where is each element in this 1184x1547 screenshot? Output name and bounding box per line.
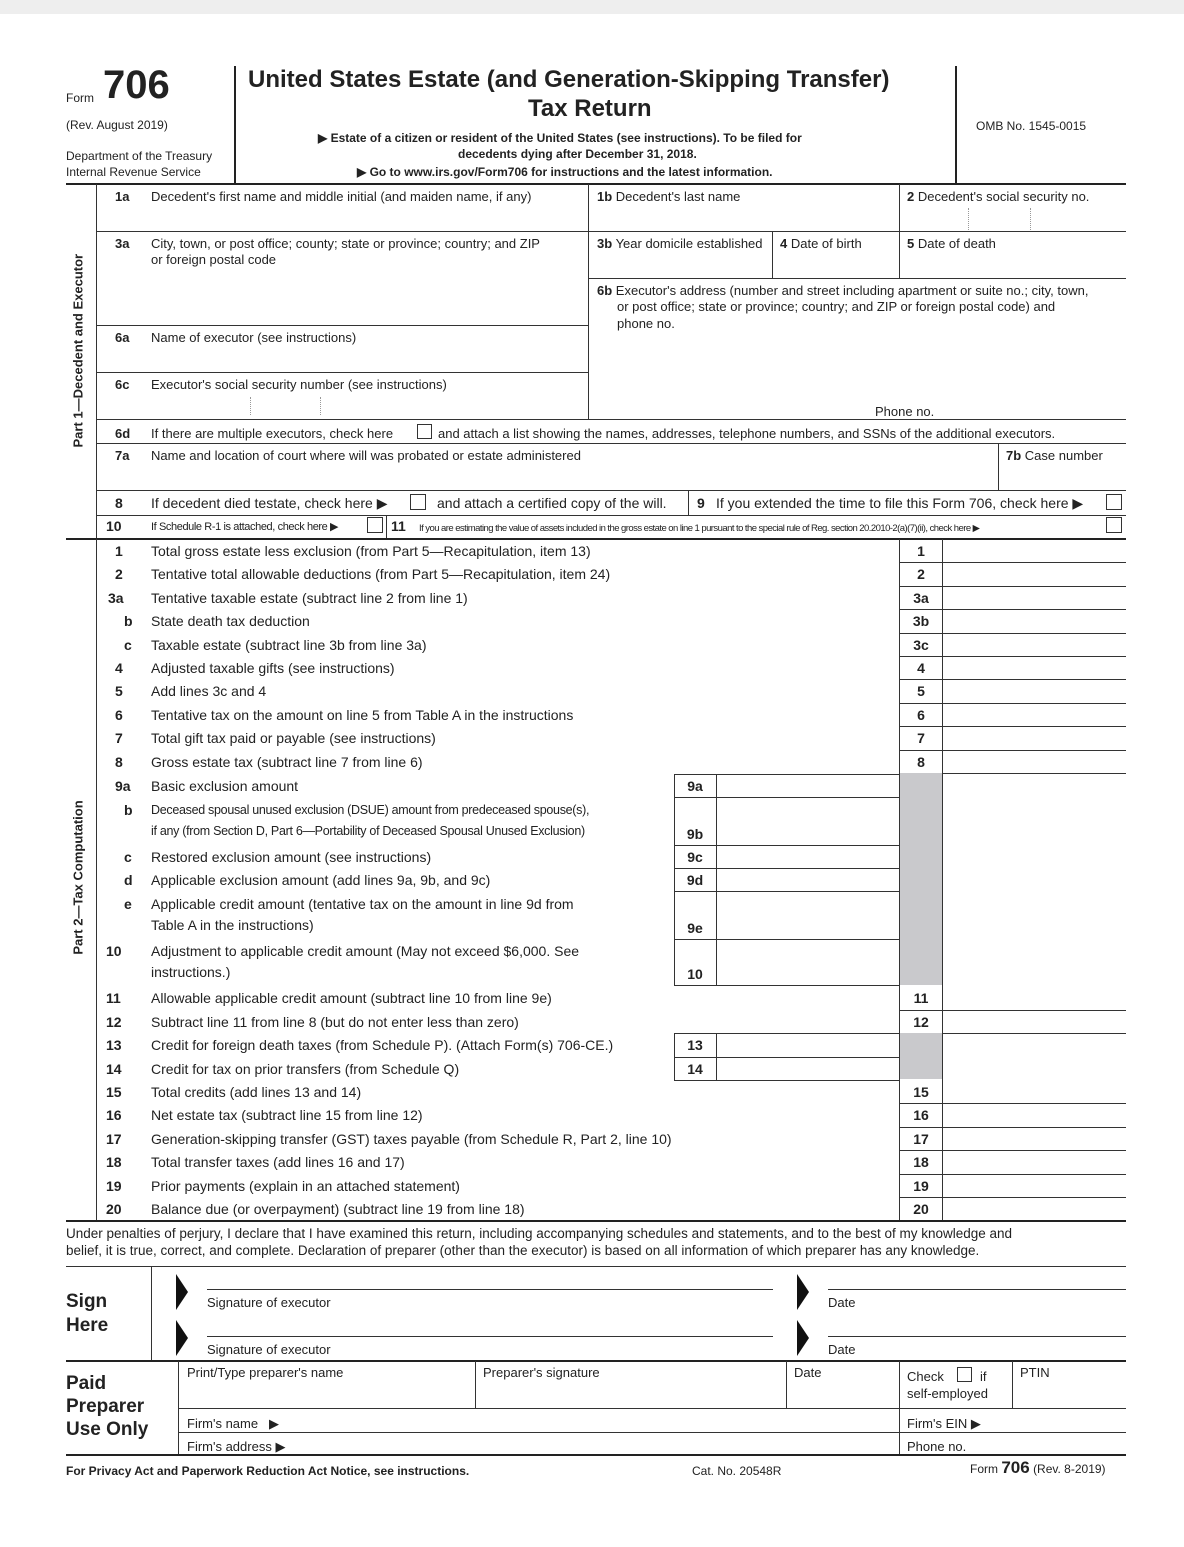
- date-line: [828, 1289, 1126, 1290]
- preparer-phone-input[interactable]: [975, 1435, 1122, 1453]
- line-20-amount-input[interactable]: [944, 1199, 1124, 1219]
- line-box-number: 9a: [687, 778, 703, 794]
- preparer-title-3: Use Only: [66, 1419, 149, 1440]
- field-7a-label: Name and location of court where will was probated or estate administered: [151, 448, 581, 463]
- field-6c-number: 6c: [115, 377, 130, 392]
- field-6b-label: 6b Executor's address (number and street including apartment or suite no.; city, town,: [597, 283, 1089, 298]
- box-col-right: [942, 539, 943, 1220]
- section-divider: [66, 1454, 1126, 1456]
- line-label: Total transfer taxes (add lines 16 and 17): [151, 1154, 405, 1171]
- rule: [900, 609, 1126, 610]
- line-label: Adjustment to applicable credit amount (May not exceed $6,000. See: [151, 943, 580, 959]
- line-number: 10: [106, 943, 122, 959]
- field-1b-label: 1b Decedent's last name: [597, 189, 741, 204]
- rule: [674, 845, 899, 846]
- ssn-separator: [320, 397, 321, 415]
- field-4-label: 4 Date of birth: [780, 236, 862, 251]
- line-box-number: 9e: [687, 920, 703, 936]
- signature-line: [207, 1289, 773, 1290]
- decedent-last-name-input[interactable]: [597, 205, 895, 231]
- omb-number: OMB No. 1545-0015: [976, 119, 1087, 133]
- field-3b-label: 3b Year domicile established: [597, 236, 763, 251]
- line-label: Tentative taxable estate (subtract line 2 from line 1): [151, 589, 468, 606]
- self-employed-if-label: if: [980, 1369, 987, 1384]
- field-11-label: If you are estimating the value of assets included in the gross estate on line 1 pursuant to the special rule of Reg. section 20.2010-2(a)(7)(ii), check here ▶: [419, 523, 980, 534]
- rule: [900, 586, 1126, 587]
- line-box-number: 11: [913, 990, 929, 1006]
- line-box-number: 4: [917, 660, 925, 676]
- sign-here-title-2: Here: [66, 1315, 109, 1336]
- line-box-number: 18: [913, 1154, 929, 1171]
- rule: [900, 656, 1126, 657]
- line-19-amount-input[interactable]: [944, 1176, 1124, 1196]
- field-5-label: 5 Date of death: [907, 236, 996, 251]
- inner-box-left: [674, 774, 675, 985]
- preparer-date-input[interactable]: [794, 1382, 894, 1406]
- rule: [674, 1033, 899, 1034]
- signature-line: [207, 1336, 773, 1337]
- multiple-executors-checkbox[interactable]: [417, 424, 432, 439]
- line-number: 14: [106, 1060, 122, 1077]
- line-box-number: 3b: [912, 613, 930, 630]
- date-of-birth-input[interactable]: [780, 252, 895, 277]
- sign-arrow-icon: [176, 1320, 188, 1356]
- line-label: Net estate tax (subtract line 15 from line 12): [151, 1107, 423, 1124]
- header-bottom-rule: [66, 183, 1126, 185]
- rule: [96, 515, 1126, 516]
- divider: [998, 443, 999, 490]
- rule: [900, 1150, 1126, 1151]
- rule: [674, 939, 899, 940]
- line-number: 16: [106, 1107, 122, 1124]
- line-label: Adjusted taxable gifts (see instructions): [151, 660, 395, 676]
- field-6a-number: 6a: [115, 330, 130, 345]
- perjury-statement-2: belief, it is true, correct, and complete. Declaration of preparer (other than the executor) is based on all information of which preparer has any knowledge.: [66, 1243, 980, 1258]
- perjury-statement: Under penalties of perjury, I declare that I have examined this return, including accompanying schedules and statements, and to the best of my knowledge and: [66, 1226, 1013, 1241]
- divider: [786, 1361, 787, 1408]
- ssn-separator: [250, 397, 251, 415]
- preparer-title: Paid: [66, 1373, 107, 1394]
- rule: [178, 1408, 1126, 1409]
- form-number: 706: [103, 63, 170, 107]
- top-bar: [0, 0, 1184, 14]
- executor-signature-label-2: Signature of executor: [207, 1342, 331, 1357]
- line-9a-amount-input[interactable]: [718, 776, 897, 795]
- rule: [900, 726, 1126, 727]
- line-label: Gross estate tax (subtract line 7 from line 6): [151, 753, 423, 770]
- line-box-number: 6: [917, 706, 925, 723]
- line-label: Credit for tax on prior transfers (from Schedule Q): [151, 1060, 460, 1077]
- rule: [900, 1127, 1126, 1128]
- sign-here-title: Sign: [66, 1291, 108, 1312]
- line-number: b: [124, 802, 133, 818]
- line-label: Generation-skipping transfer (GST) taxes payable (from Schedule R, Part 2, line 10): [151, 1130, 672, 1147]
- line-label: Prior payments (explain in an attached statement): [151, 1177, 460, 1194]
- court-name-input[interactable]: [151, 464, 996, 488]
- line-box-number: 9c: [687, 849, 703, 865]
- special-rule-checkbox[interactable]: [1106, 517, 1122, 533]
- field-2-label: 2 Decedent's social security no.: [907, 189, 1090, 204]
- line-number: 20: [106, 1201, 122, 1217]
- decedent-ssn-input[interactable]: [907, 205, 1122, 231]
- rule: [900, 1197, 1126, 1198]
- line-14-amount-input[interactable]: [718, 1059, 897, 1079]
- line-label: Total gross estate less exclusion (from Part 5—Recapitulation, item 13): [151, 543, 591, 559]
- field-6b-label-3: phone no.: [617, 316, 675, 331]
- line-label-2: instructions.): [151, 964, 231, 980]
- footer-form-id: Form 706 (Rev. 8-2019): [970, 1458, 1106, 1477]
- preparer-signature-input[interactable]: [483, 1382, 781, 1406]
- line-number: 17: [106, 1130, 122, 1147]
- line-box-number: 3a: [913, 589, 929, 606]
- rule: [900, 750, 1126, 751]
- line-box-number: 20: [913, 1201, 929, 1217]
- date-line: [828, 1336, 1126, 1337]
- line-number: 15: [106, 1084, 122, 1100]
- preparer-title-2: Preparer: [66, 1396, 145, 1417]
- rule: [900, 562, 1126, 563]
- executor-phone-label: Phone no.: [875, 404, 935, 419]
- line-label: Tentative total allowable deductions (from Part 5—Recapitulation, item 24): [151, 566, 611, 583]
- line-number: b: [124, 613, 133, 630]
- line-label: State death tax deduction: [151, 613, 310, 630]
- line-4-amount-input[interactable]: [944, 658, 1124, 677]
- executor-address-input[interactable]: [597, 334, 1122, 402]
- line-3c-amount-input[interactable]: [944, 635, 1124, 654]
- line-label: Total credits (add lines 13 and 14): [151, 1084, 362, 1100]
- rule: [96, 325, 588, 326]
- line-number: 13: [106, 1037, 122, 1053]
- executor-signature-label: Signature of executor: [207, 1295, 331, 1310]
- line-number: 2: [115, 566, 123, 583]
- decedent-first-name-input[interactable]: [151, 205, 581, 231]
- field-6b-label-2: or post office; state or province; country; and ZIP or foreign postal code) and: [617, 299, 1056, 314]
- rule: [588, 278, 1126, 279]
- field-1a-label: Decedent's first name and middle initial (and maiden name, if any): [151, 189, 532, 204]
- part2-left-border: [96, 539, 97, 1220]
- shaded-area-2: [900, 1033, 942, 1079]
- line-number: c: [124, 849, 132, 865]
- rule: [96, 443, 1126, 444]
- line-number: c: [124, 636, 132, 653]
- line-number: 12: [106, 1013, 122, 1030]
- header-divider-right: [955, 66, 957, 183]
- line-2-amount-input[interactable]: [944, 564, 1124, 583]
- part-divider: [66, 538, 1126, 540]
- line-10-amount-input[interactable]: [718, 941, 897, 983]
- field-8-number: 8: [115, 495, 123, 511]
- rule: [900, 703, 1126, 704]
- line-number: 7: [115, 730, 123, 747]
- divider: [386, 515, 387, 538]
- rule: [96, 372, 588, 373]
- field-10-label: If Schedule R-1 is attached, check here ▶: [151, 521, 339, 533]
- part1-left-border: [96, 184, 97, 538]
- line-6-amount-input[interactable]: [944, 705, 1124, 724]
- privacy-notice: For Privacy Act and Paperwork Reduction Act Notice, see instructions.: [66, 1464, 470, 1478]
- line-label: Allowable applicable credit amount (subtract line 10 from line 9e): [151, 990, 552, 1006]
- line-15-amount-input[interactable]: [944, 1082, 1124, 1102]
- line-box-number: 9b: [686, 826, 704, 842]
- ptin-input[interactable]: [1020, 1382, 1122, 1406]
- line-box-number: 2: [917, 566, 925, 583]
- line-box-number: 10: [687, 966, 703, 982]
- line-16-amount-input[interactable]: [944, 1105, 1124, 1125]
- line-label: Credit for foreign death taxes (from Schedule P). (Attach Form(s) 706-CE.): [151, 1037, 614, 1053]
- rule: [674, 797, 899, 798]
- schedule-r1-checkbox[interactable]: [367, 517, 383, 533]
- line-number: 3a: [108, 589, 124, 606]
- line-label: Basic exclusion amount: [151, 778, 299, 794]
- executor-signature-input[interactable]: [207, 1268, 773, 1288]
- line-12-amount-input[interactable]: [944, 1012, 1124, 1032]
- irs-name: Internal Revenue Service: [66, 165, 201, 179]
- self-employed-label: self-employed: [907, 1386, 988, 1401]
- instruction-line-1: ▶ Estate of a citizen or resident of the United States (see instructions). To be filed for: [318, 131, 802, 145]
- line-1-amount-input[interactable]: [944, 541, 1124, 560]
- line-9b-amount-input[interactable]: [718, 800, 897, 843]
- field-3a-number: 3a: [115, 236, 130, 251]
- self-employed-checkbox[interactable]: [957, 1367, 972, 1382]
- rule: [178, 1432, 1126, 1433]
- field-9-number: 9: [697, 495, 705, 511]
- line-label-2: Table A in the instructions): [151, 917, 314, 933]
- field-7a-number: 7a: [115, 448, 130, 463]
- revision-date: (Rev. August 2019): [66, 118, 168, 132]
- part2-label: Part 2—Tax Computation: [70, 800, 86, 955]
- line-label: Restored exclusion amount (see instructions): [151, 849, 432, 865]
- divider: [1012, 1361, 1013, 1408]
- line-number: e: [124, 896, 132, 912]
- firm-address-label: Firm's address ▶: [187, 1439, 286, 1454]
- firm-ein-label: Firm's EIN ▶: [907, 1416, 981, 1431]
- line-box-number: 1: [917, 543, 925, 559]
- date-arrow-icon: [797, 1274, 809, 1310]
- rule: [96, 231, 1126, 232]
- field-9-label: If you extended the time to file this Form 706, check here ▶: [716, 495, 1084, 511]
- rule: [674, 868, 899, 869]
- rule: [674, 774, 899, 775]
- preparer-name-label: Print/Type preparer's name: [187, 1365, 344, 1380]
- line-3a-amount-input[interactable]: [944, 588, 1124, 607]
- field-6d-label: If there are multiple executors, check here: [151, 426, 394, 441]
- line-box-number: 12: [913, 1013, 929, 1030]
- instruction-line-1b: decedents dying after December 31, 2018.: [458, 147, 697, 161]
- line-box-number: 9d: [686, 872, 704, 888]
- field-6d-number: 6d: [115, 426, 131, 441]
- rule: [900, 633, 1126, 634]
- form-title: United States Estate (and Generation-Skipping Transfer): [248, 66, 890, 93]
- sign-arrow-icon: [176, 1274, 188, 1310]
- preparer-name-input[interactable]: [187, 1382, 469, 1406]
- catalog-number: Cat. No. 20548R: [692, 1464, 782, 1478]
- rule: [674, 1057, 899, 1058]
- line-label: Total gift tax paid or payable (see instructions): [151, 730, 436, 747]
- ptin-label: PTIN: [1020, 1365, 1050, 1380]
- line-box-number: 15: [913, 1084, 929, 1100]
- line-number: d: [124, 872, 133, 888]
- line-number: 9a: [115, 778, 131, 794]
- line-number: 6: [115, 706, 123, 723]
- field-3a-label: City, town, or post office; county; state or province; country; and ZIP: [151, 236, 540, 251]
- line-number: 8: [115, 753, 123, 770]
- rule: [900, 1174, 1126, 1175]
- extension-checkbox[interactable]: [1106, 494, 1122, 510]
- field-6d-label-2: and attach a list showing the names, addresses, telephone numbers, and SSNs of the additional executors.: [438, 426, 1056, 441]
- line-13-amount-input[interactable]: [718, 1035, 897, 1055]
- line-number: 4: [115, 660, 123, 676]
- line-box-number: 7: [917, 730, 925, 747]
- line-5-amount-input[interactable]: [944, 681, 1124, 700]
- header-divider-left: [234, 66, 236, 183]
- line-label: Balance due (or overpayment) (subtract line 19 from line 18): [151, 1201, 525, 1217]
- rule: [96, 490, 1126, 491]
- line-box-number: 3c: [913, 636, 929, 653]
- field-6a-label: Name of executor (see instructions): [151, 330, 357, 345]
- department: Department of the Treasury: [66, 149, 213, 163]
- line-18-amount-input[interactable]: [944, 1152, 1124, 1172]
- executor-date-input-2[interactable]: [828, 1314, 1124, 1335]
- preparer-phone-label: Phone no.: [907, 1439, 967, 1454]
- part1-label: Part 1—Decedent and Executor: [70, 253, 86, 448]
- line-number: 19: [106, 1177, 122, 1194]
- date-arrow-icon: [797, 1320, 809, 1356]
- firm-address-input[interactable]: [300, 1435, 894, 1453]
- rule: [900, 679, 1126, 680]
- executor-phone-input[interactable]: [945, 400, 1123, 418]
- line-number: 18: [106, 1154, 122, 1171]
- part-divider: [66, 1220, 1126, 1222]
- case-number-input[interactable]: [1006, 464, 1122, 488]
- field-8-label: If decedent died testate, check here ▶: [151, 495, 388, 511]
- field-10-number: 10: [106, 518, 122, 534]
- rule: [674, 1080, 899, 1081]
- field-8-label-2: and attach a certified copy of the will.: [437, 495, 667, 511]
- line-label: Taxable estate (subtract line 3b from line 3a): [151, 636, 427, 653]
- form-word: Form: [66, 91, 94, 105]
- part1-col-divider: [588, 184, 589, 419]
- field-11-number: 11: [391, 518, 406, 534]
- rule: [674, 891, 899, 892]
- line-number: 11: [106, 990, 121, 1006]
- preparer-signature-label: Preparer's signature: [483, 1365, 600, 1380]
- date-of-death-input[interactable]: [907, 252, 1122, 277]
- inner-box-right: [716, 774, 717, 985]
- firm-ein-input[interactable]: [990, 1411, 1122, 1431]
- line-17-amount-input[interactable]: [944, 1129, 1124, 1149]
- executor-date-label: Date: [828, 1295, 856, 1310]
- field-7b-label: 7b Case number: [1006, 448, 1103, 463]
- rule: [900, 1010, 1126, 1011]
- rule: [674, 985, 899, 986]
- line-box-number: 13: [687, 1037, 703, 1053]
- line-9d-amount-input[interactable]: [718, 870, 897, 889]
- firm-name-label: Firm's name ▶: [187, 1416, 279, 1431]
- line-9c-amount-input[interactable]: [718, 847, 897, 866]
- executor-signature-input-2[interactable]: [207, 1314, 773, 1335]
- line-box-number: 8: [917, 753, 925, 770]
- preparer-date-label: Date: [794, 1365, 822, 1380]
- executor-date-input[interactable]: [828, 1268, 1124, 1288]
- instruction-line-2[interactable]: ▶ Go to www.irs.gov/Form706 for instructions and the latest information.: [357, 165, 773, 179]
- executor-name-input[interactable]: [151, 346, 581, 371]
- line-label: Add lines 3c and 4: [151, 683, 267, 700]
- line-11-amount-input[interactable]: [944, 988, 1124, 1008]
- line-box-number: 5: [917, 683, 925, 700]
- executor-ssn-input[interactable]: [151, 394, 581, 418]
- line-box-number: 16: [913, 1107, 929, 1124]
- section-divider: [66, 1360, 1126, 1362]
- executor-date-label-2: Date: [828, 1342, 856, 1357]
- line-3b-amount-input[interactable]: [944, 611, 1124, 630]
- line-box-number: 17: [913, 1130, 929, 1147]
- ssn-separator: [1030, 208, 1031, 230]
- line-label-2: if any (from Section D, Part 6—Portability of Deceased Spousal Unused Exclusion): [151, 824, 585, 838]
- domicile-city-input[interactable]: [151, 270, 581, 324]
- line-label: Applicable exclusion amount (add lines 9a, 9b, and 9c): [151, 872, 491, 888]
- field-3a-label-2: or foreign postal code: [151, 252, 277, 267]
- shaded-area: [900, 773, 942, 985]
- divider: [151, 1266, 152, 1360]
- divider: [475, 1361, 476, 1408]
- field-1a-number: 1a: [115, 189, 130, 204]
- inner-box-right: [716, 1033, 717, 1080]
- line-label: Subtract line 11 from line 8 (but do not enter less than zero): [151, 1013, 519, 1030]
- divider: [688, 490, 689, 515]
- line-label: Tentative tax on the amount on line 5 from Table A in the instructions: [151, 706, 574, 723]
- line-label: Applicable credit amount (tentative tax on the amount in line 9d from: [151, 896, 574, 912]
- line-number: 5: [115, 683, 123, 700]
- line-box-number: 19: [913, 1177, 929, 1194]
- line-number: 1: [115, 543, 123, 559]
- line-9e-amount-input[interactable]: [718, 894, 897, 937]
- divider: [772, 231, 773, 278]
- rule: [96, 419, 1126, 420]
- field-6c-label: Executor's social security number (see instructions): [151, 377, 447, 392]
- year-domicile-input[interactable]: [597, 252, 767, 277]
- line-label: Deceased spousal unused exclusion (DSUE) amount from predeceased spouse(s),: [151, 803, 590, 817]
- line-box-number: 14: [687, 1060, 703, 1077]
- rule: [66, 1266, 1126, 1267]
- ssn-separator: [968, 208, 969, 230]
- line-8-amount-input[interactable]: [944, 752, 1124, 771]
- inner-box-left: [674, 1033, 675, 1080]
- rule: [900, 1103, 1126, 1104]
- form-subtitle: Tax Return: [528, 95, 652, 122]
- testate-checkbox[interactable]: [410, 494, 426, 510]
- self-employed-check-label: Check: [907, 1369, 944, 1384]
- line-7-amount-input[interactable]: [944, 728, 1124, 747]
- firm-name-input[interactable]: [300, 1411, 894, 1431]
